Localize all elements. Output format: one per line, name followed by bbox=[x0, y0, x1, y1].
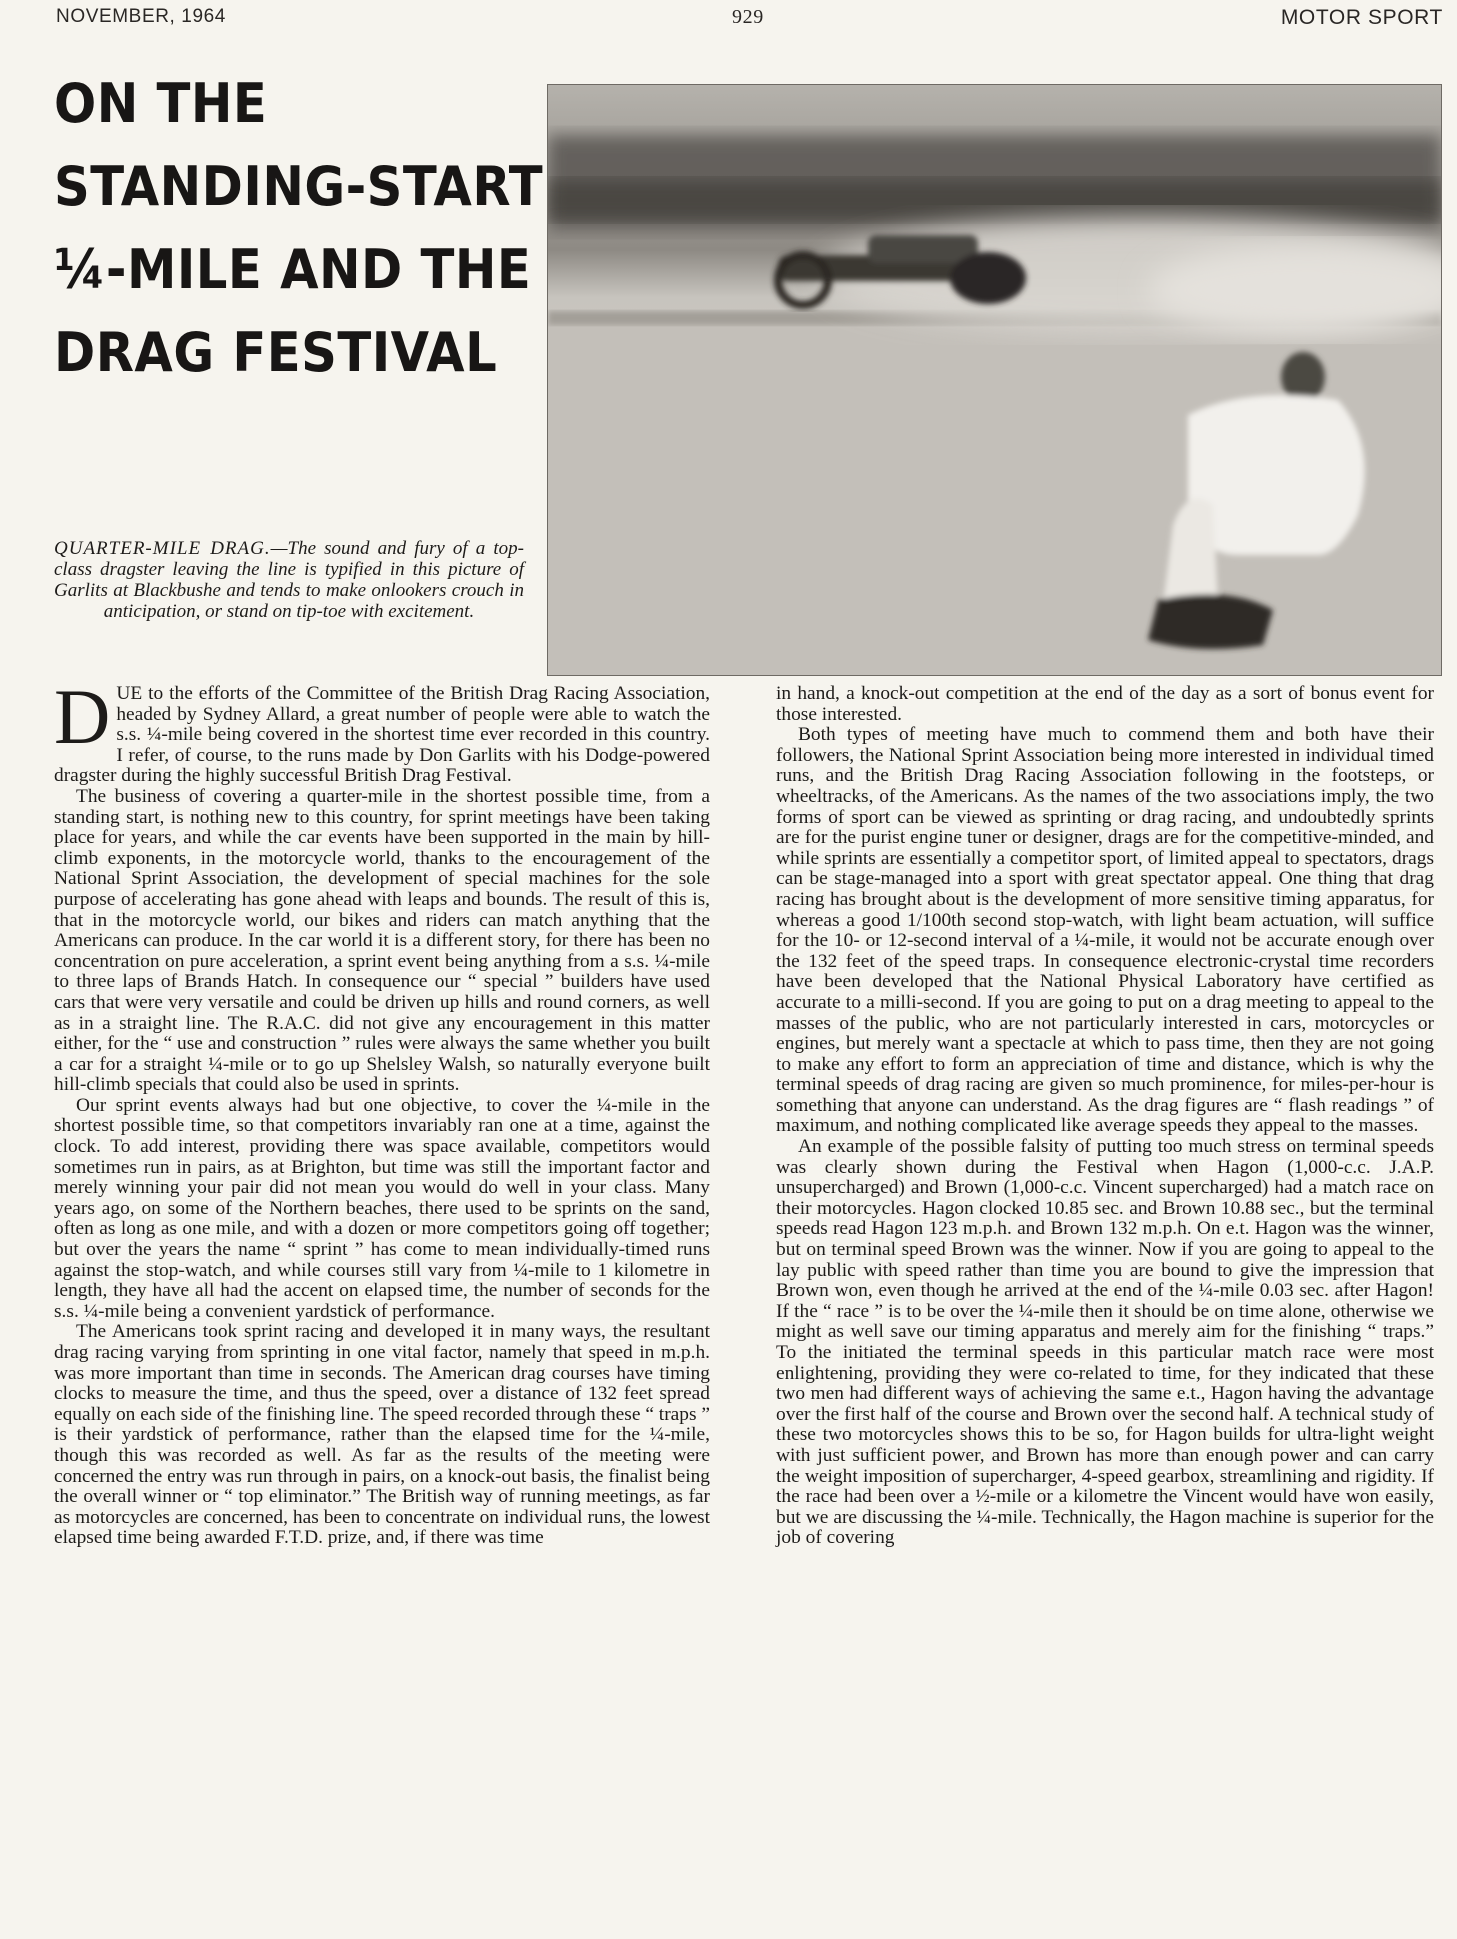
issue-date: NOVEMBER, 1964 bbox=[56, 6, 226, 27]
article-column-right bbox=[776, 684, 1434, 1932]
page-number: 929 bbox=[732, 6, 764, 28]
article-paragraph: Our sprint events always had but one objective, to cover the ¼-mile in the shortest possible time, so that competitors invariably ran one at a time, against the clock. To add interest, providing there was space available, competitors would sometimes run in pairs, as at Brighton, but time was still the important factor and merely winning your pair did not mean you would do well in your class. Many years ago, on some of the Northern beaches, there used to be sprints on the sand, often as long as one mile, and with a dozen or more competitors going off together; but over the years the name “ sprint ” has come to mean individually-timed runs against the stop-watch, and while courses still vary from ¼-mile to 1 kilometre in length, they have all had the accent on elapsed time, the number of seconds for the s.s. ¼-mile being a convenient yardstick of performance. bbox=[54, 1094, 710, 1322]
caption-text: —The sound and fury of a top-class dragster leaving the line is typified in this picture of Garlits at Blackbushe and tends to make onlookers crouch in anticipation, or stand on tip-toe with excitement. bbox=[54, 538, 525, 622]
page-header bbox=[56, 6, 1443, 46]
article-headline bbox=[54, 62, 544, 394]
article-column-left bbox=[54, 673, 710, 1932]
article-paragraph: DUE to the efforts of the Committee of the British Drag Racing Association, headed by Sydney Allard, a great number of people were able to watch the s.s. ¼-mile being covered in the shortest time ever recorded in this country. I refer, of course, to the runs made by Don Garlits with his Dodge-powered dragster during the highly successful British Drag Festival. bbox=[54, 673, 710, 787]
drop-cap: D bbox=[54, 673, 111, 760]
article-paragraph: Both types of meeting have much to commend them and both have their followers, the National Sprint Association being more interested in individual timed runs, and the British Drag Racing Association following in the footsteps, or wheeltracks, of the Americans. As the names of the two associations imply, the two forms of sport can be viewed as sprinting or drag racing, and undoubtedly sprints are for the purist engine tuner or designer, drags are for the competitive-minded, and while sprints are essentially a competitor sport, of limited appeal to spectators, drags can be stage-managed into a sport with great spectator appeal. One thing that drag racing has brought about is the development of more sensitive timing apparatus, for whereas a good 1/100th second stop-watch, with light beam actuation, will suffice for the 10- or 12-second interval of a ¼-mile, it would not be accurate enough over the 132 feet of the speed traps. In consequence electronic-crystal time recorders have been developed that the National Physical Laboratory have certified as accurate to a milli-second. If you are going to put on a drag meeting to appeal to the masses of the public, who are not particularly interested in cars, motorcycles or engines, but merely want a spectacle at which to pass time, then they are not going to make any effort to form an appreciation of time and distance, which is why the terminal speeds of drag racing are given so much prominence, for miles-per-hour is something that anyone can understand. As the drag figures are “ flash readings ” of maximum, and nothing complicated like average speeds they appeal to the masses. bbox=[776, 724, 1434, 1137]
headline-line: ON THE bbox=[54, 72, 268, 135]
dragster-photo bbox=[547, 84, 1442, 676]
headline-line: ¼-MILE AND THE bbox=[54, 238, 532, 301]
caption-lead: QUARTER-MILE DRAG. bbox=[54, 538, 271, 559]
article-paragraph: An example of the possible falsity of putting too much stress on terminal speeds was clearly shown during the Festival when Hagon (1,000-c.c. J.A.P. unsupercharged) and Brown (1,000-c.c. Vincent supercharged) had a match race on their motorcycles. Hagon clocked 10.85 sec. and Brown 10.88 sec., but the terminal speeds read Hagon 123 m.p.h. and Brown 132 m.p.h. On e.t. Hagon was the winner, but on terminal speed Brown was the winner. Now if you are going to appeal to the lay public with speed rather than time you are bound to give the impression that Brown won, even though he arrived at the end of the ¼-mile 0.03 sec. after Hagon! If the “ race ” is to be over the ¼-mile then it should be on time alone, otherwise we might as well save our timing apparatus and merely aim for the finishing “ traps.” To the initiated the terminal speeds in this particular match race were most enlightening, providing they were co-related to time, for they indicated that these two men had different ways of achieving the same e.t., Hagon having the advantage over the first half of the course and Brown over the second half. A technical study of these two motorcycles shows this to be so, for Hagon builds for ultra-light weight with just sufficient power, and Brown has more than enough power and can carry the weight imposition of supercharger, 4-speed gearbox, streamlining and rigidity. If the race had been over a ½-mile or a kilometre the Vincent would have won easily, but we are discussing the ¼-mile. Technically, the Hagon machine is superior for the job of covering bbox=[776, 1136, 1434, 1549]
article-paragraph: The Americans took sprint racing and developed it in many ways, the resultant drag racing varying from sprinting in one vital factor, namely that speed in m.p.h. was more important than time in seconds. The American drag courses have timing clocks to measure the time, and thus the speed, over a distance of 132 feet spread equally on each side of the finishing line. The speed recorded through these “ traps ” is their yardstick of performance, rather than the elapsed time for the ¼-mile, though this was recorded as well. As far as the results of the meeting were concerned the entry was run through in pairs, on a knock-out basis, the finalist being the overall winner or “ top eliminator.” The British way of running meetings, as far as motorcycles are concerned, has been to concentrate on individual runs, the lowest elapsed time being awarded F.T.D. prize, and, if there was time bbox=[54, 1321, 710, 1549]
article-paragraph: The business of covering a quarter-mile in the shortest possible time, from a standing start, is nothing new to this country, for sprint meetings have been taking place for years, and while the car events have been supported in the main by hill-climb exponents, in the motorcycle world, thanks to the encouragement of the National Sprint Association, the development of special machines for the sole purpose of accelerating has gone ahead with leaps and bounds. The result of this is, that in the motorcycle world, our bikes and riders can match anything that the Americans can produce. In the car world it is a different story, for there has been no concentration on pure acceleration, a sprint event being anything from a s.s. ¼-mile to three laps of Brands Hatch. In consequence our “ special ” builders have used cars that were very versatile and could be driven up hills and round corners, as well as in a straight line. The R.A.C. did not give any encouragement in this matter either, for the “ use and construction ” rules were always the same whether you built a car for a straight ¼-mile or to go up Shelsley Walsh, so naturally everyone built hill-climb specials that could also be used in sprints. bbox=[54, 785, 710, 1096]
headline-line: DRAG FESTIVAL bbox=[54, 321, 498, 384]
article-paragraph: in hand, a knock-out competition at the end of the day as a sort of bonus event for those interested. bbox=[776, 683, 1434, 725]
headline-line: STANDING-START bbox=[54, 155, 544, 218]
photo-caption bbox=[54, 538, 524, 622]
publication-name: MOTOR SPORT bbox=[1280, 6, 1443, 29]
